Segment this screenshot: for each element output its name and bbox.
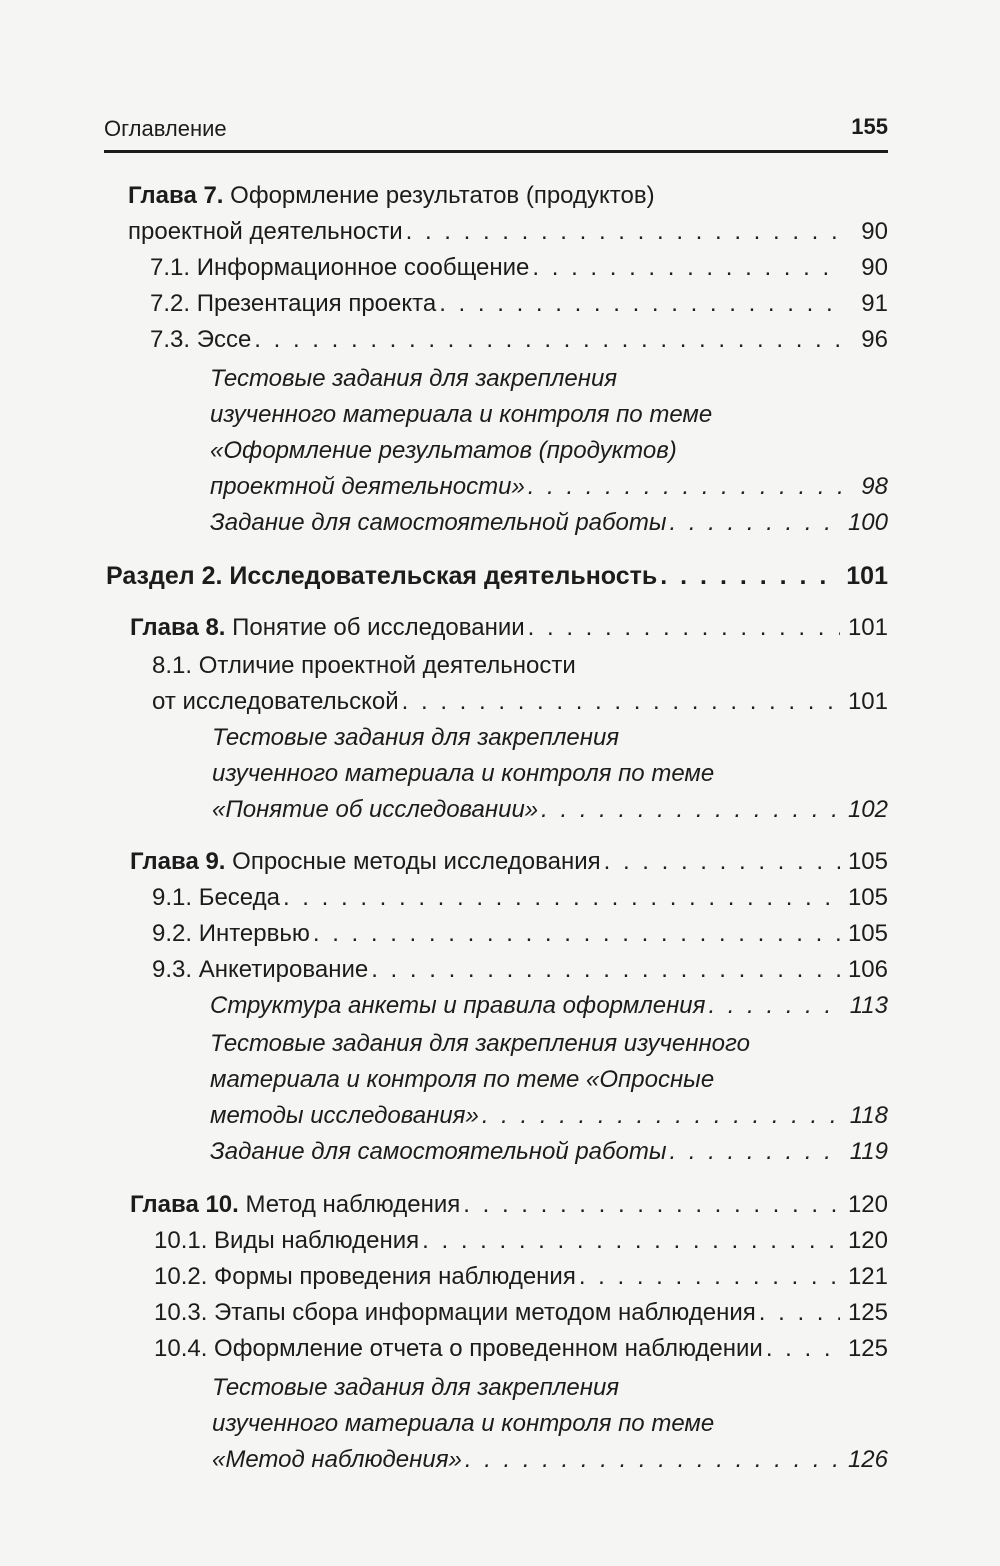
part-title: Раздел 2. Исследовательская деятельность: [106, 562, 658, 590]
toc-assignment-9[interactable]: [210, 1134, 888, 1170]
toc-page-ref: 126: [847, 1446, 888, 1473]
tests-title: проектной деятельности»: [210, 473, 525, 500]
leader-dots: [463, 1187, 840, 1223]
toc-page-ref: 118: [849, 1102, 888, 1129]
toc-tests-10-line-1: [212, 1370, 619, 1406]
toc-page-ref: 125: [847, 1335, 888, 1362]
tests-title: методы исследования»: [210, 1102, 479, 1129]
toc-section-10-4[interactable]: [154, 1331, 888, 1367]
toc-tests-8-line-2: [212, 756, 714, 792]
toc-page-ref: 100: [847, 509, 888, 536]
tests-title: Тестовые задания для закрепления: [212, 1374, 620, 1401]
toc-page-ref: 113: [849, 992, 888, 1019]
toc-page-ref: 121: [847, 1263, 888, 1290]
toc-section-9-2[interactable]: [152, 916, 888, 952]
toc-part-2[interactable]: [106, 558, 888, 594]
leader-dots: [422, 1223, 840, 1259]
chapter-label: Глава 10.: [130, 1191, 239, 1218]
toc-page-ref: 106: [847, 956, 888, 983]
chapter-title: проектной деятельности: [128, 218, 403, 245]
tests-title: Тестовые задания для закрепления изученного: [210, 1030, 750, 1057]
toc-page-ref: 102: [847, 796, 888, 823]
toc-questionnaire-structure[interactable]: [210, 988, 888, 1024]
leader-dots: [402, 684, 840, 720]
toc-tests-7-line-3: [210, 433, 677, 469]
toc-section-8-1-line-1: [152, 648, 576, 684]
toc-page-ref: 125: [847, 1299, 888, 1326]
tests-title: «Метод наблюдения»: [212, 1446, 462, 1473]
section-title: 9.3. Анкетирование: [152, 956, 369, 983]
tests-title: «Оформление результатов (продуктов): [210, 437, 677, 464]
section-title: 7.3. Эссе: [150, 326, 252, 353]
page-number: 155: [851, 114, 888, 139]
chapter-title: Понятие об исследовании: [225, 614, 525, 641]
running-header-title: Оглавление: [104, 116, 227, 141]
section-title: 10.3. Этапы сбора информации методом наблюдения: [154, 1299, 756, 1326]
toc-tests-8-line-1: [212, 720, 619, 756]
toc-page-ref: 120: [847, 1191, 888, 1218]
toc-tests-9[interactable]: [210, 1098, 888, 1134]
chapter-label: Глава 9.: [130, 848, 226, 875]
toc-assignment-7[interactable]: [210, 505, 888, 541]
leader-dots: [579, 1259, 840, 1295]
section-title: 8.1. Отличие проектной деятельности: [152, 652, 576, 679]
leader-dots: [604, 844, 840, 880]
toc-page-ref: 101: [847, 614, 888, 641]
toc-tests-7-line-2: [210, 397, 712, 433]
tests-title: материала и контроля по теме «Опросные: [210, 1066, 715, 1093]
toc-section-7-2[interactable]: [150, 286, 888, 322]
tests-title: изученного материала и контроля по теме: [212, 1410, 715, 1437]
tests-title: Тестовые задания для закрепления: [212, 724, 620, 751]
leader-dots: [528, 469, 842, 505]
toc-page-ref: 90: [861, 254, 888, 281]
section-title: 7.2. Презентация проекта: [150, 290, 437, 317]
leader-dots: [528, 610, 840, 646]
tests-title: изученного материала и контроля по теме: [210, 401, 713, 428]
leader-dots: [371, 952, 840, 988]
leader-dots: [759, 1295, 840, 1331]
toc-section-10-2[interactable]: [154, 1259, 888, 1295]
toc-tests-9-line-2: [210, 1062, 714, 1098]
chapter-label: Глава 7.: [128, 182, 224, 209]
tests-title: «Понятие об исследовании»: [212, 796, 539, 823]
toc-page-ref: 119: [849, 1138, 888, 1165]
toc-section-9-3[interactable]: [152, 952, 888, 988]
subsection-title: Структура анкеты и правила оформления: [210, 992, 706, 1019]
section-title: 10.1. Виды наблюдения: [154, 1227, 420, 1254]
toc-page-ref: 91: [861, 290, 888, 317]
toc-page-ref: 101: [846, 562, 888, 590]
toc-page-ref: 98: [861, 473, 888, 500]
toc-tests-10[interactable]: [212, 1442, 888, 1478]
section-title: 10.2. Формы проведения наблюдения: [154, 1263, 576, 1290]
leader-dots: [766, 1331, 840, 1367]
toc-page-ref: 105: [847, 848, 888, 875]
section-title: от исследовательской: [152, 688, 399, 715]
leader-dots: [283, 880, 840, 916]
toc-section-10-3[interactable]: [154, 1295, 888, 1331]
header-rule: [104, 150, 888, 153]
leader-dots: [670, 1134, 842, 1170]
section-title: 9.1. Беседа: [152, 884, 280, 911]
toc-chapter-7-title-line-1: [128, 178, 655, 214]
toc-tests-7-line-1: [210, 361, 617, 397]
chapter-title: Оформление результатов (продуктов): [223, 182, 655, 209]
chapter-label: Глава 8.: [130, 614, 226, 641]
leader-dots: [254, 322, 842, 358]
leader-dots: [708, 988, 841, 1024]
leader-dots: [482, 1098, 842, 1134]
toc-chapter-8[interactable]: [130, 610, 888, 646]
toc-page-ref: 96: [861, 326, 888, 353]
toc-page-ref: 101: [847, 688, 888, 715]
toc-section-9-1[interactable]: [152, 880, 888, 916]
assignment-title: Задание для самостоятельной работы: [210, 1138, 667, 1165]
section-title: 9.2. Интервью: [152, 920, 310, 947]
toc-page-ref: 105: [847, 920, 888, 947]
chapter-title: Опросные методы исследования: [225, 848, 601, 875]
toc-section-7-3[interactable]: [150, 322, 888, 358]
toc-section-10-1[interactable]: [154, 1223, 888, 1259]
toc-page-ref: 105: [847, 884, 888, 911]
section-title: 10.4. Оформление отчета о проведенном наблюдении: [154, 1335, 763, 1362]
toc-page-ref: 90: [861, 218, 888, 245]
leader-dots: [465, 1442, 840, 1478]
toc-tests-10-line-2: [212, 1406, 714, 1442]
toc-tests-9-line-1: [210, 1026, 750, 1062]
toc-section-8-1[interactable]: [152, 684, 888, 720]
assignment-title: Задание для самостоятельной работы: [210, 509, 667, 536]
toc-chapter-10[interactable]: [130, 1187, 888, 1223]
section-title: 7.1. Информационное сообщение: [150, 254, 530, 281]
chapter-title: Метод наблюдения: [238, 1191, 461, 1218]
toc-page-ref: 120: [847, 1227, 888, 1254]
leader-dots: [660, 558, 838, 594]
leader-dots: [541, 792, 840, 828]
tests-title: изученного материала и контроля по теме: [212, 760, 715, 787]
toc-chapter-9[interactable]: [130, 844, 888, 880]
leader-dots: [532, 250, 842, 286]
leader-dots: [670, 505, 840, 541]
leader-dots: [313, 916, 840, 952]
toc-chapter-7[interactable]: [128, 214, 888, 250]
toc-section-7-1[interactable]: [150, 250, 888, 286]
leader-dots: [439, 286, 842, 322]
tests-title: Тестовые задания для закрепления: [210, 365, 618, 392]
toc-tests-7[interactable]: [210, 469, 888, 505]
toc-tests-8[interactable]: [212, 792, 888, 828]
leader-dots: [406, 214, 842, 250]
